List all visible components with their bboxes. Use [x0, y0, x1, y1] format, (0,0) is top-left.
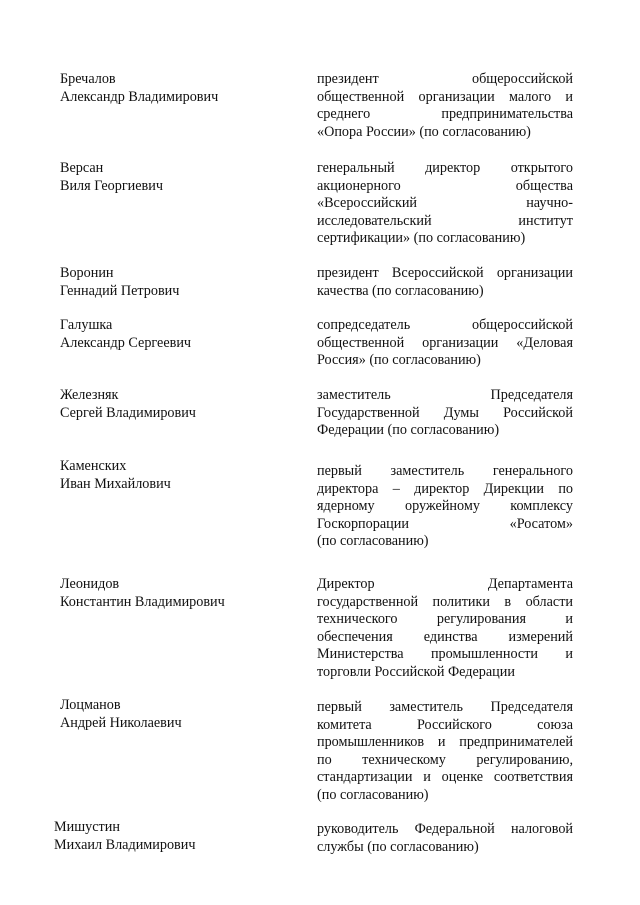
- role-line: среднего предпринимательства: [317, 106, 573, 122]
- role-line: службы (по согласованию): [317, 838, 479, 855]
- role-line: сопредседатель общероссийской: [317, 317, 573, 333]
- member-surname: Бречалов: [60, 71, 116, 87]
- member-given-names: Геннадий Петрович: [60, 282, 180, 299]
- role-line: акционерного общества: [317, 177, 573, 194]
- member-surname: Версан: [60, 160, 104, 176]
- member-surname: Воронин: [60, 265, 114, 281]
- member-given-names: Андрей Николаевич: [60, 714, 182, 731]
- role-line: стандартизации и оценке соответствия: [317, 769, 573, 785]
- member-name: [60, 458, 290, 493]
- role-line: заместитель Председателя: [317, 387, 573, 403]
- role-line: (по согласованию): [317, 786, 429, 803]
- member-name: [60, 160, 290, 195]
- role-line: сертификации» (по согласованию): [317, 230, 526, 246]
- member-surname: Мишустин: [54, 819, 120, 835]
- role-line: ядерному оружейному комплексу: [317, 498, 573, 514]
- role-line: Государственной Думы Российской: [317, 404, 573, 421]
- member-surname: Железняк: [60, 387, 119, 403]
- member-role: [317, 821, 573, 856]
- role-line: комитета Российского союза: [317, 716, 573, 733]
- member-name: [60, 265, 290, 300]
- member-name: [60, 71, 290, 106]
- member-role: [317, 576, 573, 681]
- member-role: [317, 463, 573, 551]
- role-line: (по согласованию): [317, 533, 429, 549]
- member-surname: Галушка: [60, 317, 113, 333]
- member-given-names: Александр Владимирович: [60, 88, 219, 105]
- role-line: общественной организации «Деловая: [317, 334, 573, 351]
- member-given-names: Александр Сергеевич: [60, 334, 192, 351]
- role-line: президент Всероссийской организации: [317, 265, 573, 281]
- role-line: промышленников и предпринимателей: [317, 734, 573, 750]
- member-surname: Лоцманов: [60, 697, 121, 713]
- role-line: первый заместитель Председателя: [317, 699, 573, 715]
- member-role: [317, 71, 573, 141]
- member-role: [317, 699, 573, 804]
- role-line: Федерации (по согласованию): [317, 422, 500, 438]
- member-surname: Леонидов: [60, 576, 120, 592]
- member-name: [60, 387, 290, 422]
- role-line: президент общероссийской: [317, 71, 573, 87]
- role-line: обеспечения единства измерений: [317, 628, 573, 645]
- member-name: [60, 317, 290, 352]
- member-given-names: Михаил Владимирович: [54, 836, 196, 853]
- role-line: генеральный директор открытого: [317, 160, 573, 176]
- role-line: Министерства промышленности и: [317, 646, 573, 662]
- role-line: исследовательский институт: [317, 212, 573, 229]
- role-line: руководитель Федеральной налоговой: [317, 821, 573, 837]
- role-line: Россия» (по согласованию): [317, 352, 481, 368]
- role-line: технического регулирования и: [317, 611, 573, 627]
- member-role: [317, 317, 573, 370]
- role-line: «Всероссийский научно-: [317, 195, 573, 211]
- member-name: [60, 697, 290, 732]
- member-given-names: Виля Георгиевич: [60, 177, 163, 194]
- role-line: Директор Департамента: [317, 576, 573, 592]
- role-line: торговли Российской Федерации: [317, 663, 515, 680]
- role-line: государственной политики в области: [317, 593, 573, 610]
- member-role: [317, 265, 573, 300]
- role-line: Госкорпорации «Росатом»: [317, 515, 573, 532]
- member-name: [54, 819, 284, 854]
- member-surname: Каменских: [60, 458, 127, 474]
- role-line: общественной организации малого и: [317, 88, 573, 105]
- role-line: «Опора России» (по согласованию): [317, 123, 531, 140]
- role-line: директора – директор Дирекции по: [317, 480, 573, 497]
- role-line: по техническому регулированию,: [317, 751, 573, 768]
- member-role: [317, 160, 573, 248]
- member-given-names: Иван Михайлович: [60, 475, 171, 492]
- member-name: [60, 576, 290, 611]
- role-line: первый заместитель генерального: [317, 463, 573, 479]
- member-given-names: Константин Владимирович: [60, 593, 225, 610]
- member-given-names: Сергей Владимирович: [60, 404, 196, 421]
- member-role: [317, 387, 573, 440]
- role-line: качества (по согласованию): [317, 282, 484, 299]
